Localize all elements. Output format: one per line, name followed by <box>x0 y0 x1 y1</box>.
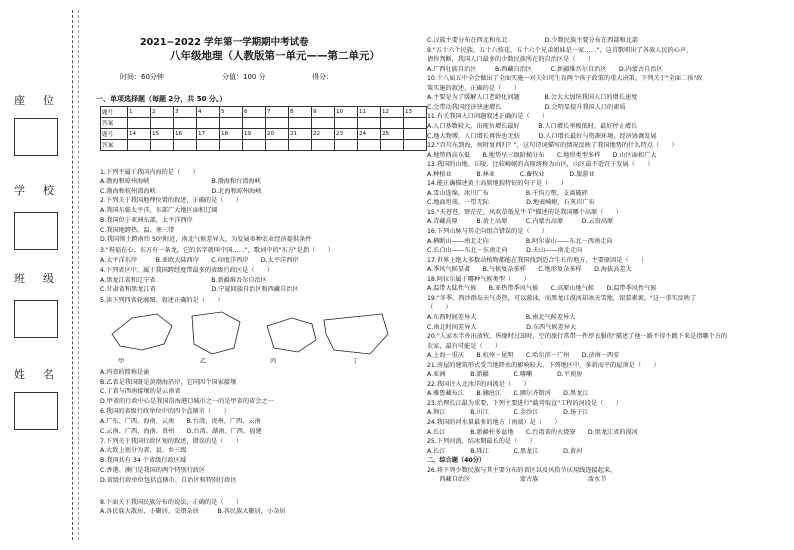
answer-cell[interactable] <box>266 118 289 129</box>
school-label: 学校 <box>14 184 72 197</box>
question-line: A.横断山——南北走向 B.阿尔泰山——东北－西南走向 <box>427 237 613 245</box>
question-line: 6.我国的省级行政单位中的四个直辖市（ ） <box>100 408 230 415</box>
answer-cell[interactable] <box>381 140 404 151</box>
score-label: 分值：100 分 <box>222 73 266 81</box>
table-cell: 14 <box>128 129 151 140</box>
table-cell: 8 <box>289 107 312 118</box>
question-line: C.渤海和杭州湾海峡 D.北海和琼州海峡 <box>100 188 262 195</box>
table-cell: 22 <box>312 129 335 140</box>
name-box <box>14 392 58 430</box>
question-line: 9."五十六个民族，五十六枝花，五十六个兄弟姐妹是一家……"，这首歌唱出了各族人民的心声。 <box>427 46 693 54</box>
question-line: D.甲省的行政中心是我国沿海港口城市之一的是甲省的省会之一 <box>100 398 274 405</box>
answer-cell[interactable] <box>174 118 197 129</box>
seat-box <box>14 118 58 156</box>
exam-subtitle: 八年级地理（人教版第一单元——第二单元） <box>170 50 380 62</box>
question-line: A.广东、广西、海南、云南 B.台湾、贵州、广西、云南 <box>100 418 261 425</box>
question-line: D.省级行政单位包括直辖市、自治区和特别行政区 <box>100 477 237 484</box>
table-cell: 12 <box>381 107 404 118</box>
question-line: 24.我国的河水量最多的地方（南端）是（ ） <box>427 419 561 426</box>
question-line: A.丙省的简称是渝 <box>100 369 150 376</box>
table-cell: 6 <box>243 107 266 118</box>
table-cell: 答案 <box>101 140 128 151</box>
map-label-yi: 乙 <box>200 358 207 365</box>
points-label: 得分： <box>312 73 333 81</box>
question-line: C.丁省与西南接壤的是云南省 <box>100 388 181 395</box>
table-cell: 17 <box>197 129 220 140</box>
section-1-heading: 一、单项选择题（每题 2分，共 50 分。） <box>96 95 227 103</box>
question-line: C.我国地跨热、温、寒三带 <box>100 227 175 234</box>
question-line: A.主要是为了缓解人口老龄化问题 B.会大大加快我国人口的增长速度 <box>427 94 638 102</box>
map-label-jia: 甲 <box>118 358 125 365</box>
question-line: A.广西壮族自治区 B.西藏自治区 C.新疆维吾尔自治区 D.内蒙古自治区 <box>427 65 663 73</box>
answer-cell[interactable] <box>266 140 289 151</box>
question-line: A.地势西高东低 B.地势呈三级阶梯分布 C.地形类型多样 D.山区面积广大 <box>427 151 657 159</box>
answer-cell[interactable] <box>151 140 174 151</box>
question-line: 23.治理长江最为重要，下列主要进行"截弯取直"工程的河段是（ ） <box>427 399 622 407</box>
question-line: A.荆江 B.川江 C.金沙江 D.扬子江 <box>427 409 589 417</box>
map-label-bing: 丙 <box>270 358 277 365</box>
answer-cell[interactable] <box>335 140 358 151</box>
answer-cell[interactable] <box>312 140 335 151</box>
section-2-heading: 二、综合题（40分） <box>427 457 486 465</box>
question-line: 7.下列关于我国行政区划的叙述，错误的是（ ） <box>100 438 243 445</box>
question-line: C.云南、广西、海南、贵州 D.台湾、湖南、广西、福建 <box>100 428 262 435</box>
answer-cell[interactable] <box>289 140 312 151</box>
answer-cell[interactable] <box>358 118 381 129</box>
answer-cell[interactable] <box>335 118 358 129</box>
answer-cell[interactable] <box>151 118 174 129</box>
province-map-ding <box>324 314 388 354</box>
question-line: A.季风气候显著 B.气候复杂多样 C.地形复杂多样 D.海拔高差大 <box>427 266 632 274</box>
table-cell: 11 <box>358 107 381 118</box>
question-line: B.乙省是我国既是黄渤海沿岸，它同四个国家接壤 <box>100 379 237 386</box>
answer-cell[interactable] <box>128 118 151 129</box>
question-line: A.雅鲁藏布江 B.澜沧江 C.额尔齐斯河 D.黑龙江 <box>427 390 589 398</box>
table-cell: 21 <box>289 129 312 140</box>
table-cell: 15 <box>151 129 174 140</box>
answer-cell[interactable] <box>404 118 427 129</box>
answer-cell[interactable] <box>220 118 243 129</box>
question-line: A.温带大陆性气候 B.亚热带季风气候 C.高原山地气候 D.温带季风性气候 <box>427 285 657 293</box>
question-line: （ ） <box>427 304 452 312</box>
province-map-jia <box>112 314 172 350</box>
province-outline-maps <box>102 304 392 360</box>
question-line: A.黑龙江省和辽宁省 B.新疆维吾尔自治区 <box>100 277 267 284</box>
question-line: 26.将下列少数民族与其主要分布的省区以及风俗节庆用线连接起来。 <box>427 466 617 474</box>
question-line: 3."祝福在心，东方有一条龙，它的名字就叫中国……"，歌词中的"东方"是指（ ） <box>100 247 334 254</box>
table-cell: 1 <box>128 107 151 118</box>
answer-cell[interactable] <box>243 118 266 129</box>
answer-cell[interactable] <box>381 118 404 129</box>
name-label: 姓名 <box>14 368 72 381</box>
time-label: 时间：60分钟 <box>120 73 164 81</box>
table-cell: 16 <box>174 129 197 140</box>
answer-cell[interactable] <box>197 118 220 129</box>
question-line: 11.有关我国人口问题叙述正确的是（ ） <box>427 113 549 121</box>
question-line: 19."冬季，西沙群岛天气炎热，可以游泳，而黑龙江漠河却冰天雪地，银装素裹。"这一事实反映了 <box>427 294 697 302</box>
table-cell: 题号 <box>101 107 128 118</box>
school-box <box>14 212 58 250</box>
question-line: C.地大物博，人口增长再快也无妨 D.人口增长最好与资源环境、经济协调发展 <box>427 132 657 140</box>
answer-cell[interactable] <box>128 140 151 151</box>
class-box <box>14 300 58 338</box>
question-line: 1.下列不属于我国内海的是（ ） <box>100 169 199 176</box>
question-line: A.太平洋东岸 B.亚欧大陆西岸 C.印度洋西岸 D.太平洋西岸 <box>100 257 299 264</box>
question-line: A.上海－重庆 B.杭州－昆明 C.哈尔滨－广州 D.济南－西安 <box>427 352 620 360</box>
question-line: A.亚洲 B.新疆 C.喀喇 D.平顶房 <box>427 371 583 379</box>
question-line: C.长白山——东北－东南走向 D.天山——南北走向 <box>427 247 583 255</box>
answer-cell[interactable] <box>197 140 220 151</box>
question-line: 西藏自治区 蒙古族 泼水节 <box>427 476 607 484</box>
question-line: 25.下列河流，结冰期最长的是（ ） <box>427 438 536 446</box>
table-cell: 3 <box>174 107 197 118</box>
table-cell: 4 <box>197 107 220 118</box>
table-cell: 20 <box>266 129 289 140</box>
table-cell: 5 <box>220 107 243 118</box>
question-line: A.青藏高原 B.黄土高原 C.内蒙古高原 D.云贵高原 <box>427 218 614 226</box>
province-map-yi <box>192 312 240 354</box>
question-line: A.长江 B.新疆柱多盆地 C.台湾省的火烧寮 D.黑龙江省的漠河 <box>427 428 638 436</box>
answer-cell[interactable] <box>404 140 427 151</box>
table-cell: 23 <box>335 129 358 140</box>
exam-title: 2021−2022 学年第一学期期中考试卷 <box>140 37 309 48</box>
question-line: 农家，最有可能是（ ） <box>427 342 502 350</box>
question-line: 12."百川东到海，何时复西归？"，这句诗词描写的情况反映了我国地势的什么特点（ ） <box>427 142 678 150</box>
question-line: D.我国领土跨南纬 50°附近，南北气候差异大，为发展多种农业经济提供条件 <box>100 236 312 243</box>
table-cell: 9 <box>312 107 335 118</box>
answer-cell[interactable] <box>243 140 266 151</box>
province-map-bing <box>267 318 316 352</box>
answer-cell[interactable] <box>289 118 312 129</box>
table-cell: 24 <box>358 129 381 140</box>
table-cell: 答案 <box>101 118 128 129</box>
question-line: A.长江 B.珠江 C.黑龙江 D.黄河 <box>427 447 583 455</box>
binding-line <box>72 10 73 540</box>
answer-table <box>100 106 427 151</box>
question-line: 5.读下列四省轮廓图，叙述正确的是（ ） <box>100 297 224 304</box>
table-cell: 19 <box>243 129 266 140</box>
question-line: C.南北时间差异大 D.东西气候差异大 <box>427 323 577 331</box>
question-line: 13.我国的山地、丘陵、比较崎岖的高原统称为山区，山区最不适宜于发展（ ） <box>427 161 654 169</box>
table-cell: 18 <box>220 129 243 140</box>
question-line: C.甘肃省和黑龙江省 D.宁夏回族自治区和西藏自治区 <box>100 286 299 293</box>
map-label-ding: 丁 <box>352 358 359 365</box>
question-line: C.汉族主要分布在西北和东北 D.少数民族主要分布在西部和北部 <box>427 37 639 44</box>
question-line: 8.下面关于我国民族分布的说法，正确的是（ ） <box>100 499 243 506</box>
question-line: A.种植业 B.林业 C.畜牧业 D.旅游业 <box>427 170 595 178</box>
student-info-strip <box>0 0 90 550</box>
binding-line-inner <box>78 10 79 540</box>
question-line: A.人口基数较大，出现负增长最好 B.人口增长率极低时，最好停止增长 <box>427 122 638 130</box>
table-cell: 13 <box>404 107 427 118</box>
question-line: 17.世界上绝大多数动植物都能在我国找到适合生长的地方，主要原因是（ ） <box>427 256 648 264</box>
question-line: 21.房屋的建筑形式受当地降水的影响较大。下列地区中，多斜而平的屋顶是（ ） <box>427 361 660 369</box>
table-cell: 题号 <box>101 129 128 140</box>
question-line: A.大致上划分为省、县、乡三级 <box>100 447 187 454</box>
table-cell: 10 <box>335 107 358 118</box>
question-line: 策实施的叙述，正确的是（ ） <box>427 84 520 92</box>
seat-label: 座位 <box>14 94 72 107</box>
answer-cell[interactable] <box>220 140 243 151</box>
table-cell: 25 <box>381 129 404 140</box>
question-line: 请你判断，我国人口最多的少数民族所在的自治区是（ ） <box>427 56 595 64</box>
table-cell: 2 <box>151 107 174 118</box>
answer-cell[interactable] <box>358 140 381 151</box>
class-label: 班级 <box>14 272 72 285</box>
question-line: C.会带动我国经济快速增长 D.会明显提升我国人口的素质 <box>427 103 626 111</box>
question-line: B.我国共有 34 个省级行政区域 <box>100 457 187 464</box>
question-line: A.东西时间差异大 B.南北气候差异大 <box>427 313 576 321</box>
question-line: 15."天苍苍，野茫茫，风吹草低见牛羊"描述的是我国哪个高原（ ） <box>427 208 622 216</box>
question-line: 18.阿拉尔属于哪种气候类型（ ） <box>427 275 530 283</box>
answer-cell[interactable] <box>312 118 335 129</box>
question-line: C.地面坦荡，一望无际 D.地表崎岖，石灰岩广布 <box>427 199 595 207</box>
answer-cell[interactable] <box>174 140 197 151</box>
question-line: A.我国东临太平洋，东部广大地区面积辽阔 <box>100 207 218 214</box>
question-line: 22.我国注入北冰洋的河流是（ ） <box>427 380 530 388</box>
table-cell: 7 <box>266 107 289 118</box>
question-line: 16.下列山脉与其走向组合错误的是（ ） <box>427 228 549 235</box>
question-line: A.雪山连绵，冰川广布 B.千沟万壑，支离破碎 <box>427 189 588 197</box>
question-line: 14.能正确描述黄土高原地貌特征的句子是（ ） <box>427 180 567 188</box>
question-line: A.各民族大散居，小聚居，交错杂居 B.各民族大聚居，小杂居 <box>100 508 286 515</box>
question-line: B.我国位于亚洲东部，太平洋西岸 <box>100 217 193 224</box>
question-line: 4.下列省区中，属于我国跨经度带最多的省级行政区是（ ） <box>100 267 273 274</box>
question-line: A.渤海和琼州海峡 B.渤海和台湾海峡 <box>100 178 261 185</box>
table-cell <box>404 129 427 140</box>
question-line: 10.十八届五中全会做出了全面实施一对夫妇可生育两个孩子政策的重大决策，下列关于"全面二孩"政 <box>427 75 703 83</box>
question-line: 20."人家水半外出放牧，皆缘时过却时，空的旅行常带一件厚衣服的"描述了他一路不得不跳下来是指哪个方的 <box>427 333 728 341</box>
question-line: C.香港、澳门是我国的两个特别行政区 <box>100 467 206 474</box>
question-line: 2.下列关于我国地理位置的叙述，正确的是（ ） <box>100 197 243 204</box>
